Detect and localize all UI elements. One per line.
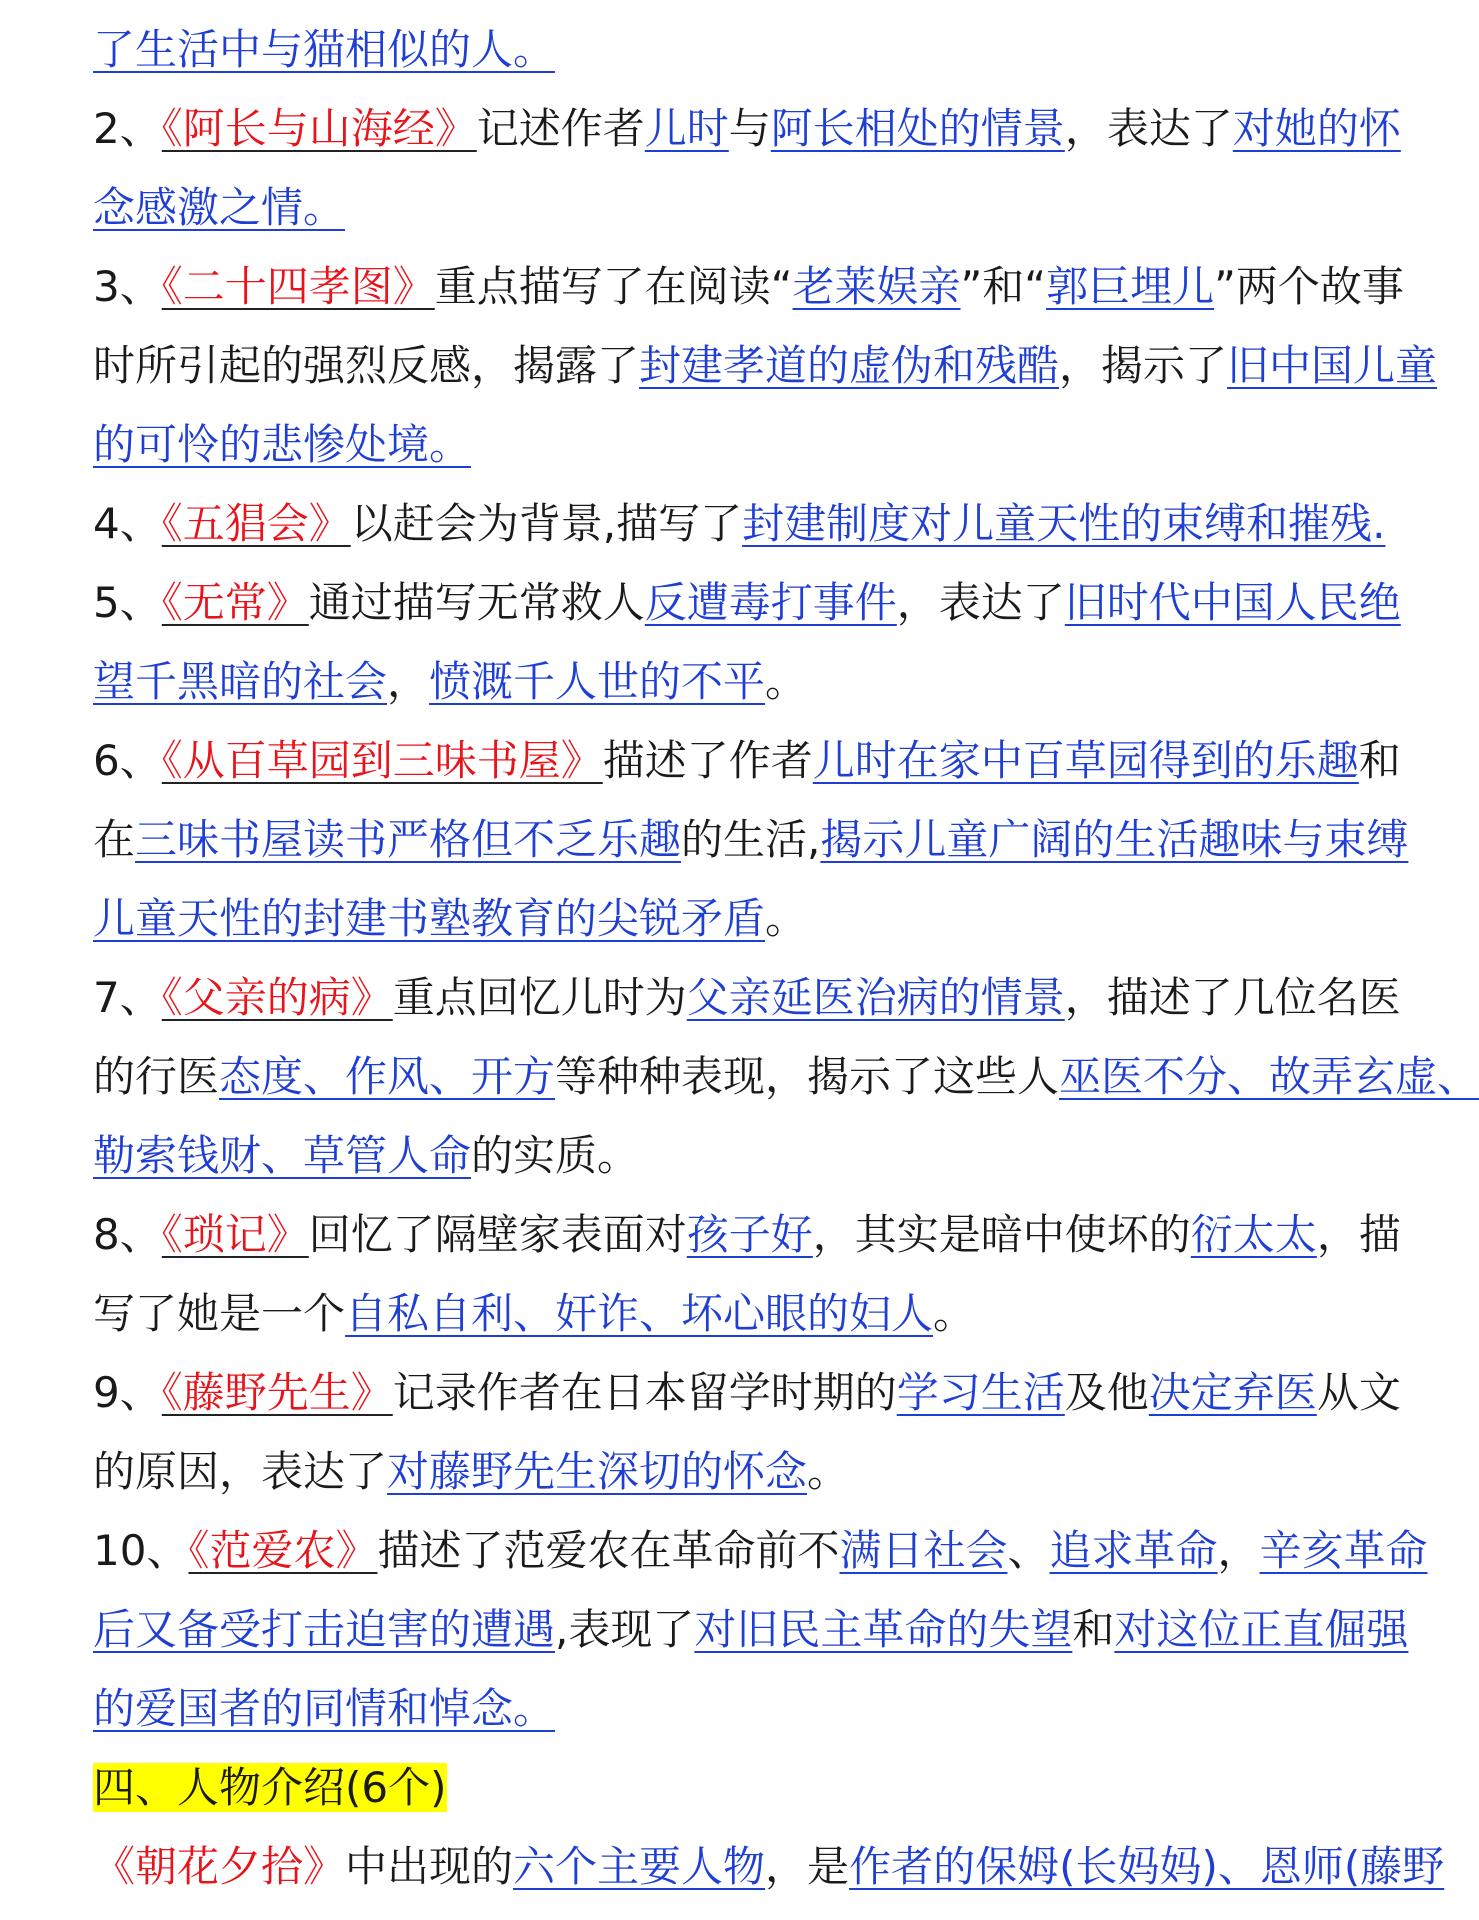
plain-text: 7、: [93, 973, 162, 1022]
answer-text: 了生活中与猫相似的人。: [93, 25, 556, 74]
plain-text: 8、: [93, 1210, 162, 1259]
answer-text: 作者的保姆(长妈妈)、恩师(藤野: [849, 1842, 1445, 1891]
plain-text: 。: [765, 894, 808, 943]
plain-text: 与: [728, 104, 771, 153]
answer-text: 郭巨埋儿: [1046, 262, 1215, 311]
answer-text: 念感激之情。: [93, 183, 346, 232]
text-line: [93, 1201, 1401, 1269]
plain-text: ”和“: [960, 262, 1047, 311]
plain-text: ，描述了几位名医: [1064, 973, 1401, 1022]
answer-text: 望千黑暗的社会: [93, 657, 388, 706]
answer-text: 追求革命: [1049, 1526, 1218, 1575]
text-line: [93, 885, 1373, 953]
answer-text: 学习生活: [896, 1368, 1065, 1417]
answer-text: 的可怜的悲惨处境。: [93, 420, 472, 469]
plain-text: 回忆了隔壁家表面对: [308, 1210, 687, 1259]
plain-text: ，是: [765, 1842, 850, 1891]
text-line: [93, 1438, 1373, 1506]
answer-text: 对她的怀: [1232, 104, 1401, 153]
plain-text: 6、: [93, 736, 162, 785]
essay-title: 《五猖会》: [161, 499, 351, 548]
answer-text: 对藤野先生深切的怀念: [387, 1447, 808, 1496]
plain-text: 及他: [1064, 1368, 1149, 1417]
plain-text: 写了她是一个: [93, 1289, 346, 1338]
essay-title: 《范爱农》: [188, 1526, 378, 1575]
plain-text: 。: [807, 1447, 850, 1496]
plain-text: ，揭示了: [1059, 341, 1228, 390]
answer-text: 对这位正直倔强: [1114, 1605, 1409, 1654]
plain-text: 重点描写了在阅读“: [434, 262, 793, 311]
answer-text: 决定弃医: [1148, 1368, 1317, 1417]
answer-text: 巫医不分、故弄玄虚、: [1059, 1052, 1479, 1101]
section-heading: [93, 1754, 1373, 1822]
answer-text: 老莱娱亲: [792, 262, 961, 311]
essay-title: 《无常》: [161, 578, 309, 627]
plain-text: 在: [93, 815, 136, 864]
answer-text: 孩子好: [686, 1210, 813, 1259]
answer-text: 揭示儿童广阔的生活趣味与束缚: [820, 815, 1409, 864]
plain-text: 等种种表现，揭示了这些人: [555, 1052, 1060, 1101]
text-line: [93, 1280, 1373, 1348]
essay-title: 《朝花夕拾》: [93, 1842, 346, 1891]
answer-text: 的爱国者的同情和悼念。: [93, 1684, 556, 1733]
plain-text: ，表达了: [896, 578, 1065, 627]
plain-text: 10、: [93, 1526, 189, 1575]
plain-text: 重点回忆儿时为: [392, 973, 687, 1022]
essay-title: 《藤野先生》: [161, 1368, 393, 1417]
text-line: [93, 964, 1401, 1032]
plain-text: 中出现的: [345, 1842, 514, 1891]
text-line: [93, 569, 1401, 637]
plain-text: 记录作者在日本留学时期的: [392, 1368, 897, 1417]
plain-text: 9、: [93, 1368, 162, 1417]
answer-text: 反遭毒打事件: [644, 578, 897, 627]
answer-text: 阿长相处的情景: [770, 104, 1065, 153]
answer-text: 封建制度对儿童天性的束缚和摧残.: [742, 499, 1386, 548]
answer-text: 旧中国儿童: [1227, 341, 1438, 390]
answer-text: 后又备受打击迫害的遭遇: [93, 1605, 556, 1654]
answer-text: 儿童天性的封建书塾教育的尖锐矛盾: [93, 894, 766, 943]
plain-text: 。: [933, 1289, 976, 1338]
plain-text: 3、: [93, 262, 162, 311]
text-line: [93, 332, 1438, 400]
plain-text: 和: [1072, 1605, 1115, 1654]
text-line: [93, 648, 1373, 716]
plain-text: ，描: [1316, 1210, 1401, 1259]
answer-text: 辛亥革命: [1259, 1526, 1428, 1575]
plain-text: 的行医: [93, 1052, 220, 1101]
essay-title: 《琐记》: [161, 1210, 309, 1259]
plain-text: 时所引起的强烈反感，揭露了: [93, 341, 640, 390]
text-line: [93, 806, 1409, 874]
answer-text: 三味书屋读书严格但不乏乐趣: [135, 815, 682, 864]
section-heading-text: 四、人物介绍(6个): [93, 1763, 447, 1812]
plain-text: ，: [387, 657, 430, 706]
text-line: [93, 16, 1373, 84]
text-line: [93, 727, 1401, 795]
essay-title: 《二十四孝图》: [161, 262, 435, 311]
plain-text: 从文: [1316, 1368, 1401, 1417]
text-line: [93, 1043, 1479, 1111]
answer-text: 儿时: [644, 104, 729, 153]
answer-text: 衍太太: [1190, 1210, 1317, 1259]
text-line: [93, 174, 1373, 242]
answer-text: 对旧民主革命的失望: [694, 1605, 1073, 1654]
plain-text: 、: [1007, 1526, 1050, 1575]
plain-text: 描述了作者: [602, 736, 813, 785]
plain-text: ,表现了: [555, 1605, 695, 1654]
text-line: [93, 490, 1386, 558]
plain-text: 的原因，表达了: [93, 1447, 388, 1496]
plain-text: 2、: [93, 104, 162, 153]
plain-text: ”两个故事: [1214, 262, 1404, 311]
plain-text: ，: [1217, 1526, 1260, 1575]
answer-text: 六个主要人物: [513, 1842, 766, 1891]
answer-text: 满日社会: [839, 1526, 1008, 1575]
text-line: [93, 1833, 1445, 1901]
answer-text: 自私自利、奸诈、坏心眼的妇人: [345, 1289, 934, 1338]
text-line: [93, 253, 1404, 321]
plain-text: 5、: [93, 578, 162, 627]
answer-text: 态度、作风、开方: [219, 1052, 556, 1101]
text-line: [93, 1675, 1373, 1743]
plain-text: ，其实是暗中使坏的: [812, 1210, 1191, 1259]
answer-text: 勒索钱财、草管人命: [93, 1131, 472, 1180]
plain-text: 。: [765, 657, 808, 706]
plain-text: 和: [1358, 736, 1401, 785]
text-line: [93, 95, 1401, 163]
plain-text: 的生活,: [681, 815, 821, 864]
plain-text: 通过描写无常救人: [308, 578, 645, 627]
plain-text: 描述了范爱农在革命前不: [377, 1526, 840, 1575]
text-line: [93, 1517, 1428, 1585]
plain-text: 4、: [93, 499, 162, 548]
text-line: [93, 1122, 1373, 1190]
answer-text: 旧时代中国人民绝: [1064, 578, 1401, 627]
text-line: [93, 1359, 1401, 1427]
essay-title: 《阿长与山海经》: [161, 104, 477, 153]
plain-text: 的实质。: [471, 1131, 640, 1180]
plain-text: 以赶会为背景,描写了: [350, 499, 743, 548]
answer-text: 父亲延医治病的情景: [686, 973, 1065, 1022]
answer-text: 儿时在家中百草园得到的乐趣: [812, 736, 1359, 785]
essay-title: 《从百草园到三味书屋》: [161, 736, 603, 785]
plain-text: 记述作者: [476, 104, 645, 153]
answer-text: 封建孝道的虚伪和残酷: [639, 341, 1060, 390]
answer-text: 愤溉千人世的不平: [429, 657, 766, 706]
text-line: [93, 411, 1373, 479]
essay-title: 《父亲的病》: [161, 973, 393, 1022]
text-line: [93, 1596, 1409, 1664]
plain-text: ，表达了: [1064, 104, 1233, 153]
